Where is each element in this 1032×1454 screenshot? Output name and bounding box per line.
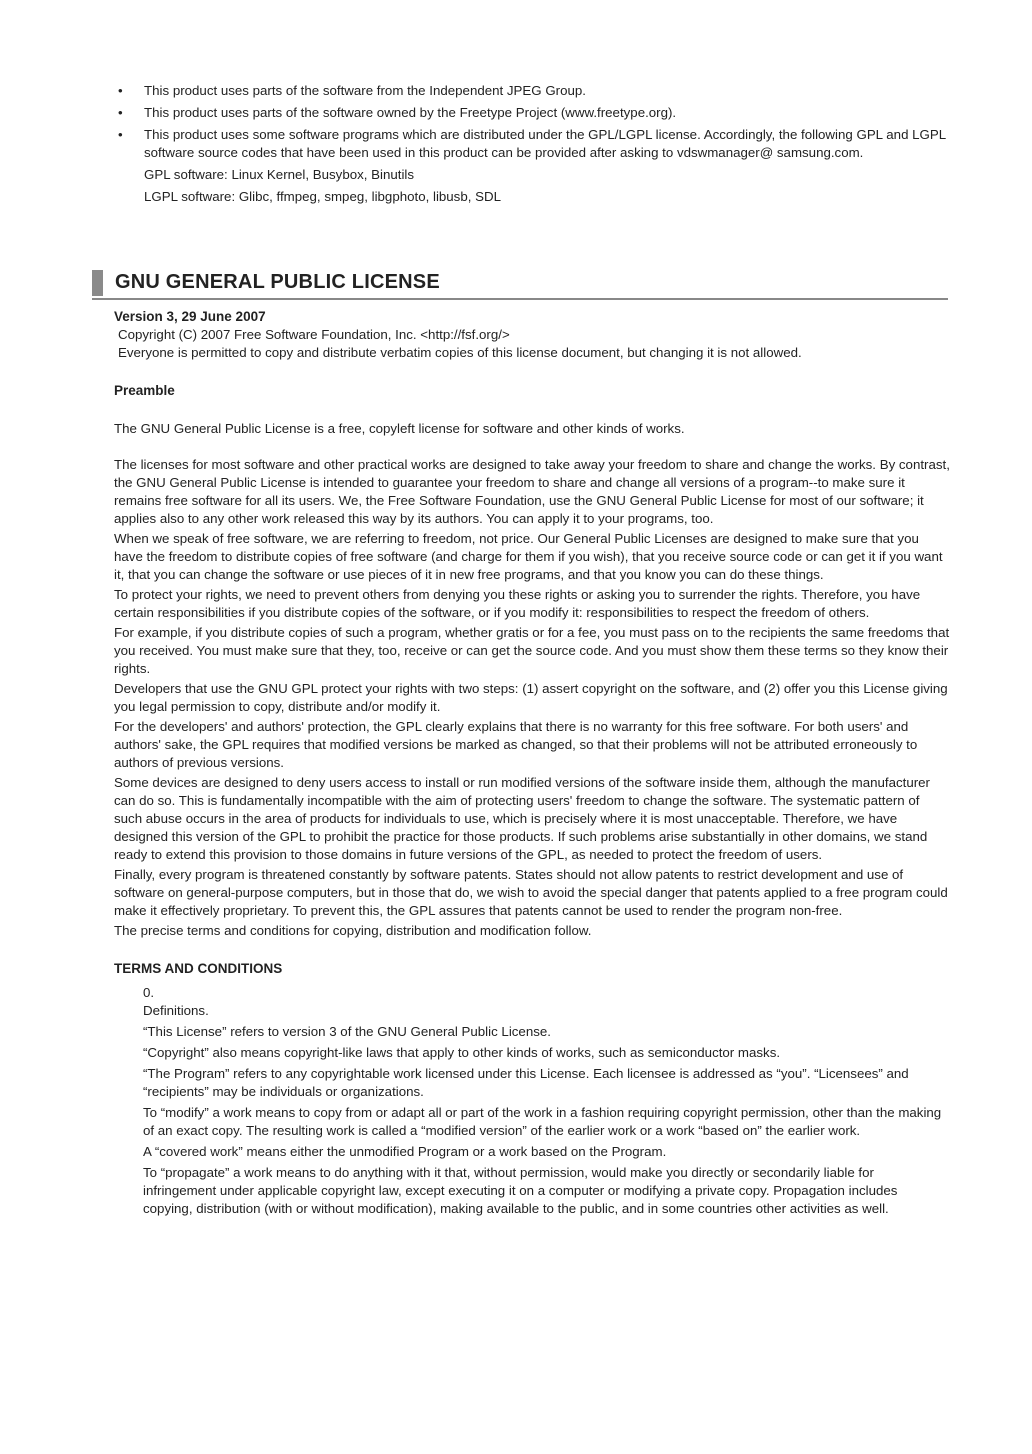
preamble-heading: Preamble [114, 383, 175, 398]
definition-text: “Copyright” also means copyright-like laws that apply to other kinds of works, such as semiconductor masks. [143, 1045, 781, 1060]
gpl-software-list: GPL software: Linux Kernel, Busybox, Binutils [144, 167, 415, 182]
section-marker [92, 270, 103, 296]
section-header [92, 268, 948, 300]
preamble-paragraph: The precise terms and conditions for copying, distribution and modification follow. [114, 923, 592, 938]
preamble-paragraph: When we speak of free software, we are referring to freedom, not price. Our General Public Licenses are designed to make sure that you have the freedom to distribute copies of free software (and charge for them if you wish), that you receive source code or can get it if you want it, that you can change the software or use pieces of it in new free programs, and that you know you can do these things. [114, 531, 943, 582]
preamble-paragraph: To protect your rights, we need to prevent others from denying you these rights or asking you to surrender the rights. Therefore, you have certain responsibilities if you distribute copies of the software, or if you modify it: responsibilities to respect the freedom of others. [114, 587, 921, 620]
version-heading: Version 3, 29 June 2007 [114, 309, 266, 324]
lgpl-software-list: LGPL software: Glibc, ffmpeg, smpeg, libgphoto, libusb, SDL [144, 189, 501, 204]
bullet-icon: • [118, 83, 123, 98]
section-title: GNU GENERAL PUBLIC LICENSE [115, 271, 440, 293]
preamble-paragraph: The licenses for most software and other practical works are designed to take away your freedom to share and change the works. By contrast, the GNU General Public License is intended to guarantee your freedom to share and change all versions of a program--to make sure it remains free software for all its users. We, the Free Software Foundation, use the GNU General Public License for most of our software; it applies also to any other work released this way by its authors. You can apply it to your programs, too. [114, 457, 950, 526]
permission-line: Everyone is permitted to copy and distribute verbatim copies of this license document, but changing it is not allowed. [118, 345, 802, 360]
preamble-paragraph: Finally, every program is threatened constantly by software patents. States should not allow patents to restrict development and use of software on general-purpose computers, but in those that do, we wish to avoid the special danger that patents applied to a free program could make it effectively proprietary. To prevent this, the GPL assures that patents cannot be used to render the program non-free. [114, 867, 948, 918]
bullet-item [118, 104, 948, 122]
license-content [114, 308, 950, 1221]
definition-text: To “modify” a work means to copy from or adapt all or part of the work in a fashion requiring copyright permission, other than the making of an exact copy. The resulting work is called a “modified version” of the earlier work or a work “based on” the earlier work. [143, 1105, 942, 1138]
preamble-paragraph: For example, if you distribute copies of such a program, whether gratis or for a fee, you must pass on to the recipients the same freedoms that you received. You must make sure that they, too, receive or can get the source code. And you must show them these terms so they know their rights. [114, 625, 950, 676]
copyright-line: Copyright (C) 2007 Free Software Foundation, Inc. <http://fsf.org/> [118, 327, 510, 342]
preamble-paragraph: Developers that use the GNU GPL protect your rights with two steps: (1) assert copyright on the software, and (2) offer you this License giving you legal permission to copy, distribute and/or modify it. [114, 681, 948, 714]
bullet-icon: • [118, 127, 123, 142]
bullet-icon: • [118, 105, 123, 120]
definition-text: To “propagate” a work means to do anything with it that, without permission, would make you directly or secondarily liable for infringement under applicable copyright law, except executing it on a computer or modifying a private copy. Propagation includes copying, distribution (with or without modification), making available to the public, and in some countries other activities as well. [143, 1165, 898, 1216]
bullet-item [118, 126, 948, 206]
bullet-text: This product uses some software programs which are distributed under the GPL/LGPL license. Accordingly, the following GPL and LGPL software source codes that have been used in this product can be provided after asking to vdswmanager@ samsung.com. [144, 127, 946, 160]
terms-heading: TERMS AND CONDITIONS [114, 961, 283, 976]
notice-bullet-list [118, 82, 948, 210]
bullet-text: This product uses parts of the software owned by the Freetype Project (www.freetype.org). [144, 105, 677, 120]
definition-text: “The Program” refers to any copyrightable work licensed under this License. Each licensee is addressed as “you”. “Licensees” and “recipients” may be individuals or organizations. [143, 1066, 909, 1099]
preamble-intro: The GNU General Public License is a free, copyleft license for software and other kinds of works. [114, 421, 685, 436]
definition-text: “This License” refers to version 3 of the GNU General Public License. [143, 1024, 551, 1039]
bullet-item [118, 82, 948, 100]
term-title: Definitions. [143, 1003, 209, 1018]
preamble-paragraph: Some devices are designed to deny users access to install or run modified versions of the software inside them, although the manufacturer can do so. This is fundamentally incompatible with the aim of protecting users' freedom to change the software. The systematic pattern of such abuse occurs in the area of products for individuals to use, which is precisely where it is most unacceptable. Therefore, we have designed this version of the GPL to prohibit the practice for those products. If such problems arise substantially in other domains, we stand ready to extend this provision to those domains in future versions of the GPL, as needed to protect the freedom of users. [114, 775, 930, 862]
term-number: 0. [143, 985, 155, 1000]
term-item [114, 984, 950, 1218]
definition-text: A “covered work” means either the unmodified Program or a work based on the Program. [143, 1144, 667, 1159]
bullet-text: This product uses parts of the software from the Independent JPEG Group. [144, 83, 586, 98]
preamble-paragraph: For the developers' and authors' protection, the GPL clearly explains that there is no warranty for this free software. For both users' and authors' sake, the GPL requires that modified versions be marked as changed, so that their problems will not be attributed erroneously to authors of previous versions. [114, 719, 918, 770]
